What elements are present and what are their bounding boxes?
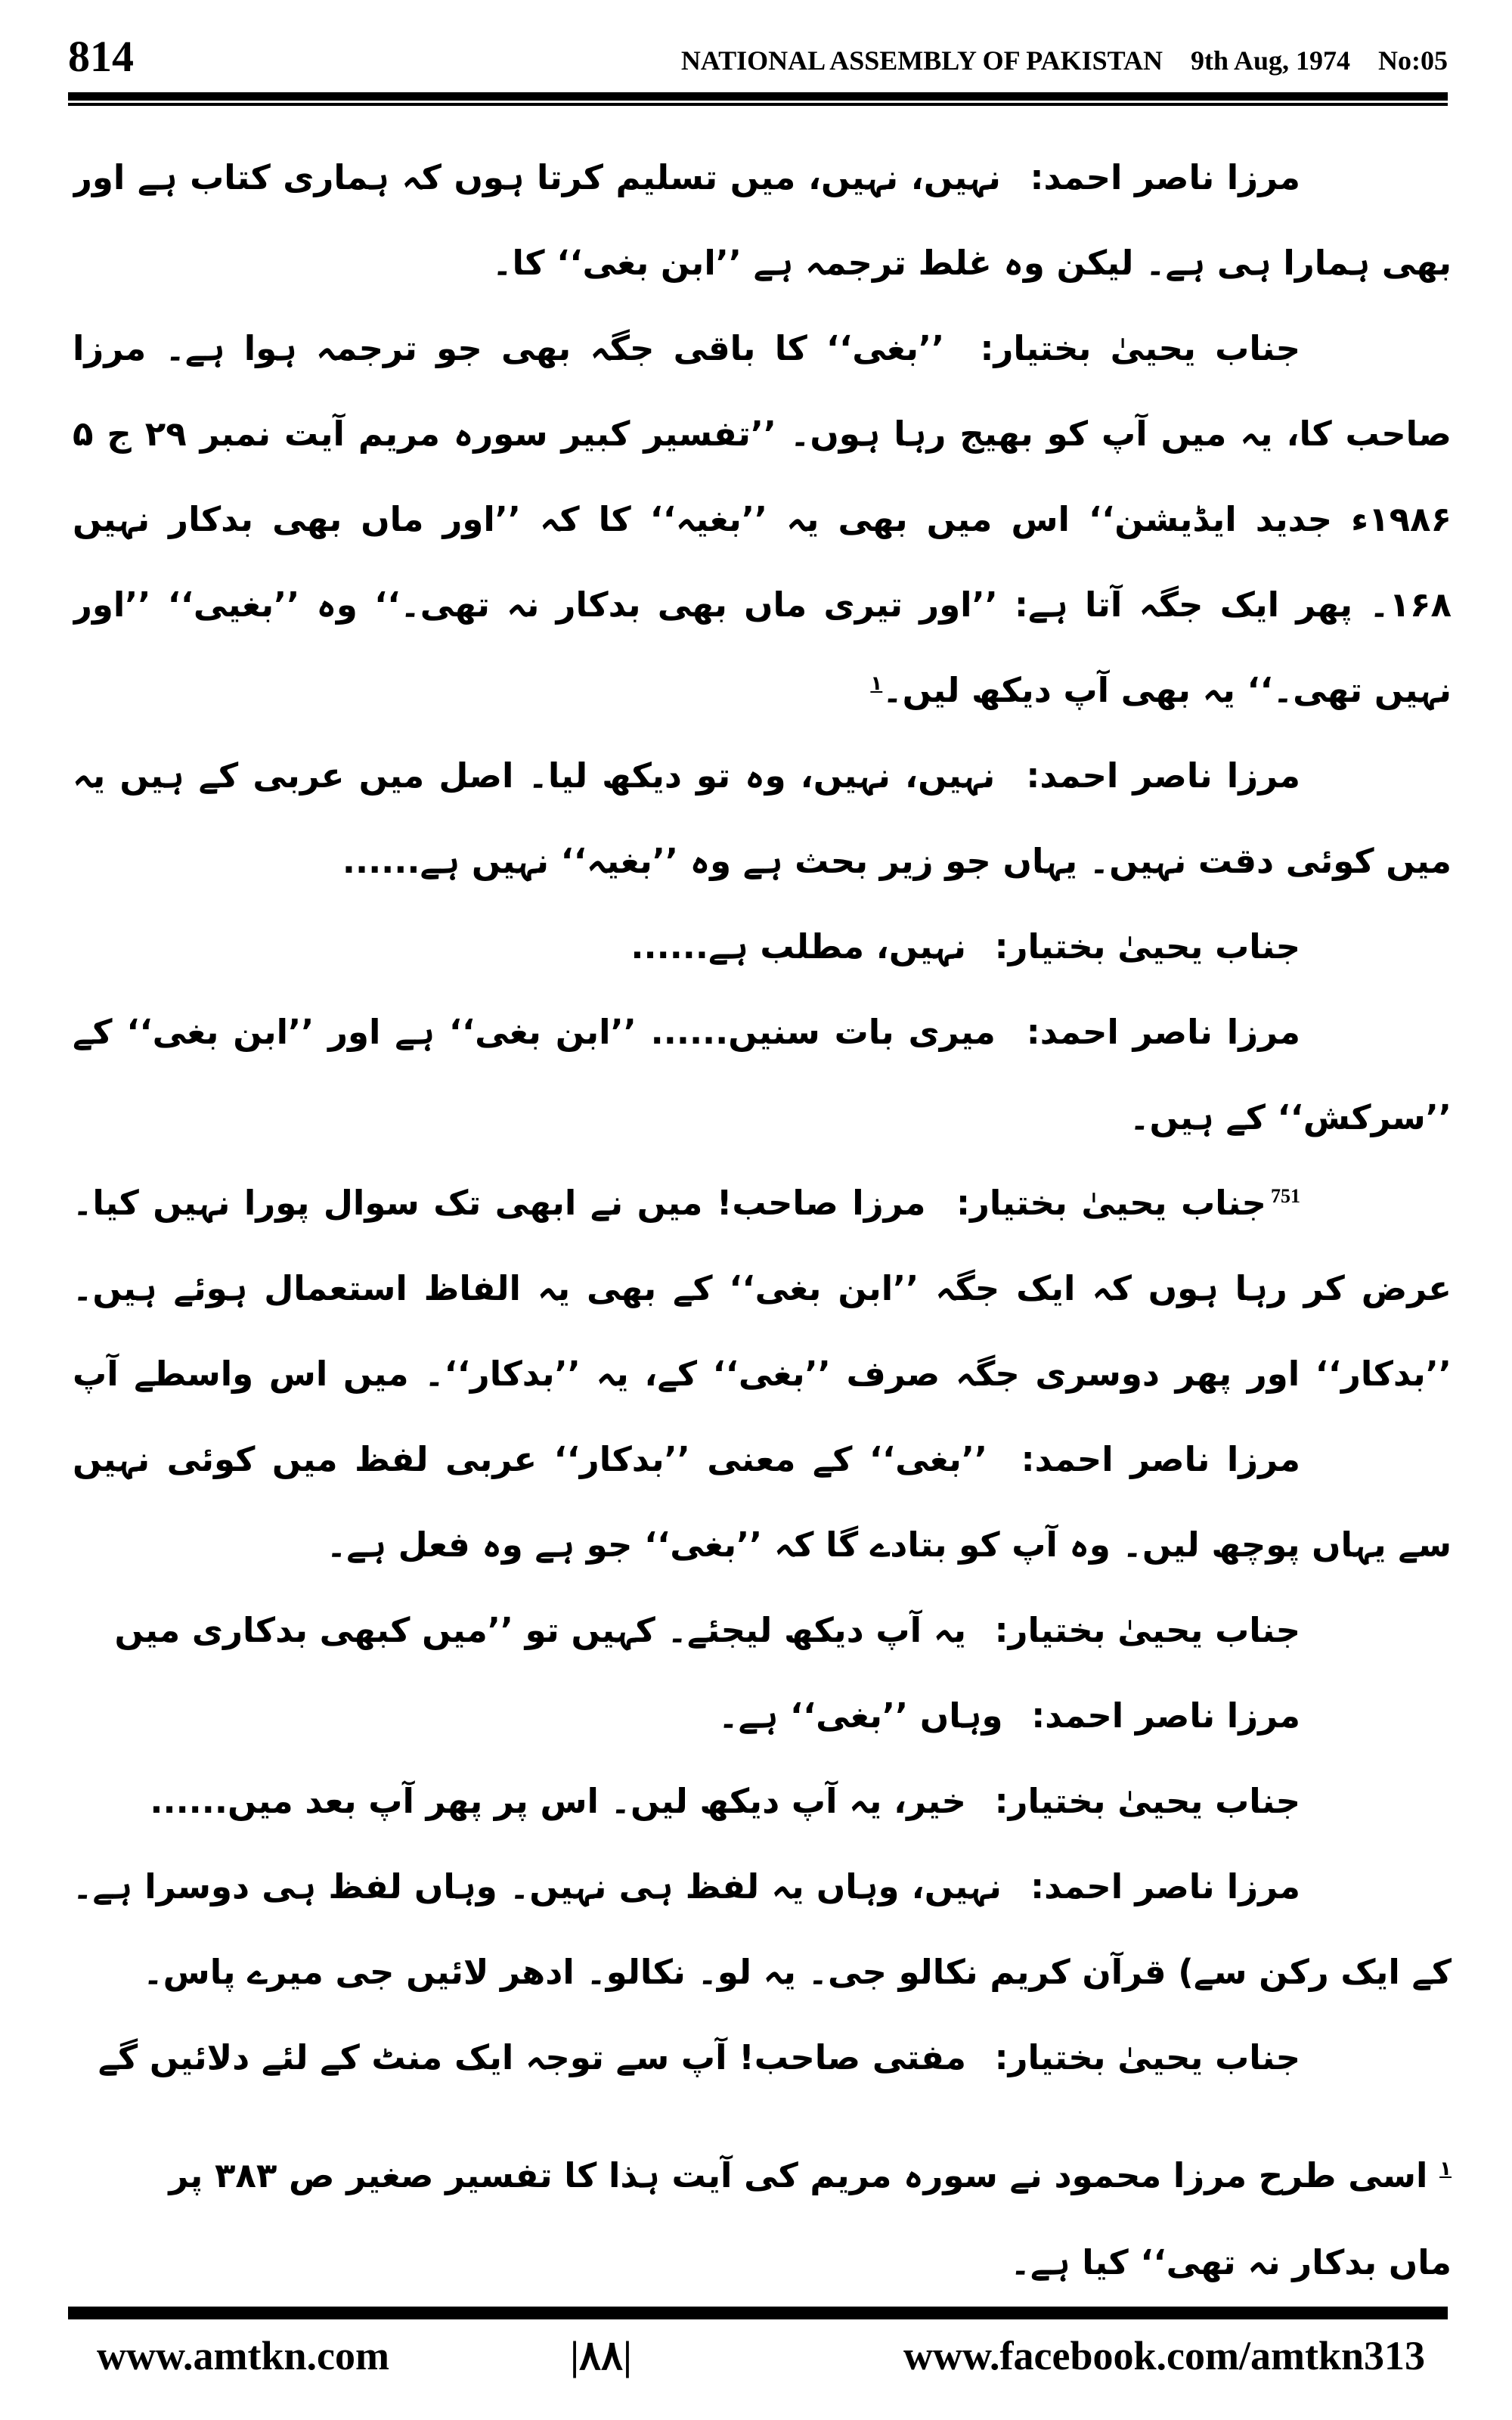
- publication-name: NATIONAL ASSEMBLY OF PAKISTAN: [680, 45, 1163, 76]
- transcript-line: [73, 733, 1452, 818]
- line-text: میری بات سنیں...... ’’ابن بغی‘‘ ہے اور ’’ابن بغی‘‘ کے: [73, 1012, 996, 1052]
- transcript-line: [73, 1844, 1452, 1929]
- transcript-line: [73, 1246, 1452, 1331]
- line-text: مفتی صاحب! آپ سے توجہ ایک منٹ کے لئے دلائیں گے: [98, 2037, 966, 2077]
- transcript-line: [73, 818, 1452, 904]
- footnote-text: اسی طرح مرزا محمود نے سورہ مریم کی آیت ہذا کا تفسیر صغیر ص ۳۸۳ پر: [169, 2155, 1428, 2195]
- speaker-label: مرزا ناصر احمد:: [1026, 1012, 1300, 1052]
- page-footer: [0, 2328, 1512, 2384]
- speaker-label: مرزا ناصر احمد:: [1021, 1439, 1301, 1479]
- website-link[interactable]: www.amtkn.com: [97, 2333, 389, 2378]
- transcript-line: [73, 135, 1452, 220]
- line-text: وہاں ’’بغی‘‘ ہے۔: [718, 1696, 1003, 1736]
- line-text: ’’بغی‘‘ کا باقی جگہ بھی جو ترجمہ ہوا ہے۔ مرزا: [73, 328, 945, 368]
- line-text: ۱۶۸۔ پھر ایک جگہ آتا ہے: ’’اور تیری ماں بھی بدکار نہ تھی۔‘‘ وہ ’’بغیی‘‘ ’’اور: [73, 585, 1452, 625]
- transcript-line: [73, 647, 1452, 733]
- footnote-line: [73, 2132, 1452, 2219]
- transcript-line: [73, 904, 1452, 989]
- line-text: نہیں، مطلب ہے......: [631, 926, 966, 966]
- line-text: مرزا صاحب! میں نے ابھی تک سوال پورا نہیں کیا۔: [73, 1183, 926, 1223]
- transcript-line: [73, 562, 1452, 647]
- transcript-line: [73, 1331, 1452, 1416]
- line-text: نہیں، نہیں، میں تسلیم کرتا ہوں کہ ہماری کتاب ہے اور: [73, 157, 1001, 197]
- footer-rule: [68, 2307, 1448, 2319]
- line-text: یہ آپ دیکھ لیجئے۔ کہیں تو ’’میں کبھی بدکاری میں: [114, 1610, 966, 1650]
- transcript-line: [73, 1160, 1452, 1246]
- footnotes: [73, 2132, 1452, 2306]
- footnote-mark: ۱: [1439, 2158, 1452, 2180]
- transcript-line: [73, 1929, 1452, 2015]
- transcript-line: [73, 306, 1452, 391]
- header-rule-thick: [68, 92, 1448, 101]
- speaker-label: جناب یحییٰ بختیار:: [994, 1610, 1300, 1650]
- transcript-line: [73, 989, 1452, 1075]
- line-text: بھی ہمارا ہی ہے۔ لیکن وہ غلط ترجمہ ہے ’’ابن بغی‘‘ کا۔: [492, 243, 1452, 283]
- transcript-line: [73, 220, 1452, 306]
- line-text: ’’سرکش‘‘ کے ہیں۔: [1129, 1097, 1452, 1137]
- line-text: ۱۹۸۶ء جدید ایڈیشن‘‘ اس میں بھی یہ ’’بغیہ‘‘ کا کہ ’’اور ماں بھی بدکار نہیں: [73, 499, 1452, 539]
- speaker-label: مرزا ناصر احمد:: [1031, 1696, 1300, 1736]
- transcript-body: [73, 135, 1452, 2100]
- footnote-reference[interactable]: ۱: [870, 672, 883, 695]
- transcript-line: [73, 2015, 1452, 2100]
- line-text: سے یہاں پوچھ لیں۔ وہ آپ کو بتادے گا کہ ’’بغی‘‘ جو ہے وہ فعل ہے۔: [326, 1525, 1452, 1565]
- speaker-label: جناب یحییٰ بختیار:: [994, 2037, 1300, 2077]
- line-text: خیر، یہ آپ دیکھ لیں۔ اس پر پھر آپ بعد میں......: [150, 1781, 966, 1821]
- transcript-line: [73, 476, 1452, 562]
- transcript-line: [73, 391, 1452, 476]
- page-number: 814: [68, 32, 134, 81]
- line-text: صاحب کا، یہ میں آپ کو بھیج رہا ہوں۔ ’’تفسیر کبیر سورہ مریم آیت نمبر ۲۹ ج ۵: [73, 414, 1452, 454]
- speaker-label: مرزا ناصر احمد:: [1030, 1866, 1300, 1907]
- transcript-line: [73, 1758, 1452, 1844]
- line-text: کے ایک رکن سے) قرآن کریم نکالو جی۔ یہ لو۔ نکالو۔ ادھر لائیں جی میرے پاس۔: [143, 1952, 1452, 1992]
- transcript-line: [73, 1416, 1452, 1502]
- footnote-text: ماں بدکار نہ تھی‘‘ کیا ہے۔: [1010, 2242, 1452, 2282]
- line-text: نہیں تھی۔‘‘ یہ بھی آپ دیکھ لیں۔: [882, 670, 1452, 710]
- speaker-label: جناب یحییٰ بختیار:: [980, 328, 1301, 368]
- line-text: نہیں، وہاں یہ لفظ ہی نہیں۔ وہاں لفظ ہی دوسرا ہے۔: [73, 1866, 1002, 1907]
- facebook-link[interactable]: www.facebook.com/amtkn313: [903, 2333, 1425, 2378]
- session-date: 9th Aug, 1974: [1190, 45, 1350, 76]
- line-text: عرض کر رہا ہوں کہ ایک جگہ ’’ابن بغی‘‘ کے بھی یہ الفاظ استعمال ہوئے ہیں۔: [73, 1268, 1452, 1308]
- speaker-label: جناب یحییٰ بختیار:: [956, 1183, 1266, 1223]
- line-text: میں کوئی دقت نہیں۔ یہاں جو زیر بحث ہے وہ ’’بغیہ‘‘ نہیں ہے......: [342, 841, 1452, 881]
- header-title: [660, 38, 1448, 83]
- page-header: [68, 30, 1448, 83]
- line-text: ’’بدکار‘‘ اور پھر دوسری جگہ صرف ’’بغی‘‘ کے، یہ ’’بدکار‘‘۔ میں اس واسطے آپ: [73, 1354, 1452, 1394]
- issue-number: No:05: [1378, 45, 1448, 76]
- line-text: ’’بغی‘‘ کے معنی ’’بدکار‘‘ عربی لفظ میں کوئی نہیں: [73, 1439, 988, 1479]
- footnote-line: [73, 2219, 1452, 2306]
- footer-page-number: |۸۸|: [570, 2333, 632, 2378]
- speaker-label: جناب یحییٰ بختیار:: [994, 926, 1300, 966]
- speaker-label: جناب یحییٰ بختیار:: [994, 1781, 1300, 1821]
- margin-page-marker: 751: [1271, 1185, 1300, 1207]
- transcript-line: [73, 1075, 1452, 1160]
- header-rule-thin: [68, 103, 1448, 106]
- speaker-label: مرزا ناصر احمد:: [1030, 157, 1300, 197]
- transcript-line: [73, 1502, 1452, 1587]
- transcript-line: [73, 1673, 1452, 1758]
- speaker-label: مرزا ناصر احمد:: [1026, 755, 1300, 796]
- transcript-line: [73, 1587, 1452, 1673]
- line-text: نہیں، نہیں، وہ تو دیکھ لیا۔ اصل میں عربی کے ہیں یہ: [73, 755, 996, 796]
